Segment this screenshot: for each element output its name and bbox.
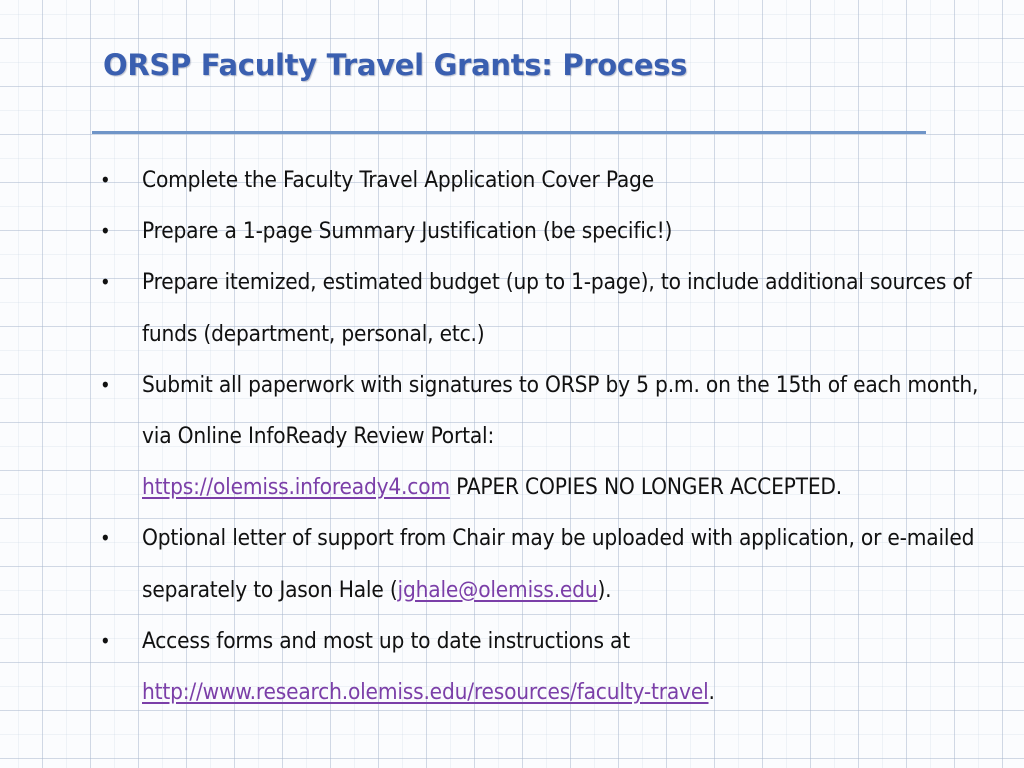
bullet-list <box>100 155 990 718</box>
email-link[interactable]: jghale@olemiss.edu <box>397 576 598 603</box>
bullet-dot-icon: • <box>100 270 111 295</box>
bullet-dot-icon: • <box>100 628 111 653</box>
bullet-text-after: ). <box>597 576 612 603</box>
bullet-dot-icon: • <box>100 219 111 244</box>
bullet-item-access-forms <box>100 616 990 718</box>
slide-title: ORSP Faculty Travel Grants: Process <box>103 48 688 82</box>
faculty-travel-link[interactable]: http://www.research.olemiss.edu/resources/faculty-travel <box>142 679 709 706</box>
bullet-text: Optional letter of support from Chair may be uploaded with application, or e-mailed separately to Jason Hale ( <box>142 525 975 603</box>
bullet-item-cover-page <box>100 155 990 206</box>
title-divider <box>92 131 926 134</box>
bullet-text-after: . <box>708 679 715 706</box>
bullet-item-justification <box>100 206 990 257</box>
bullet-text: Prepare itemized, estimated budget (up to 1-page), to include additional sources of funds (department, personal, etc.) <box>142 269 972 347</box>
bullet-text: Submit all paperwork with signatures to ORSP by 5 p.m. on the 15th of each month, via Online InfoReady Review Portal: <box>142 371 979 450</box>
bullet-text: Prepare a 1-page Summary Justification (be specific!) <box>142 218 673 245</box>
bullet-item-submit <box>100 360 990 514</box>
infoready-portal-link[interactable]: https://olemiss.infoready4.com <box>142 474 450 501</box>
bullet-item-budget <box>100 257 990 359</box>
bullet-dot-icon: • <box>100 526 111 551</box>
bullet-text: Access forms and most up to date instructions at <box>142 627 630 654</box>
bullet-text: Complete the Faculty Travel Application Cover Page <box>142 167 654 193</box>
bullet-dot-icon: • <box>100 168 111 192</box>
bullet-item-letter-of-support <box>100 513 990 615</box>
bullet-text-after: PAPER COPIES NO LONGER ACCEPTED. <box>456 474 843 501</box>
bullet-dot-icon: • <box>100 372 111 397</box>
